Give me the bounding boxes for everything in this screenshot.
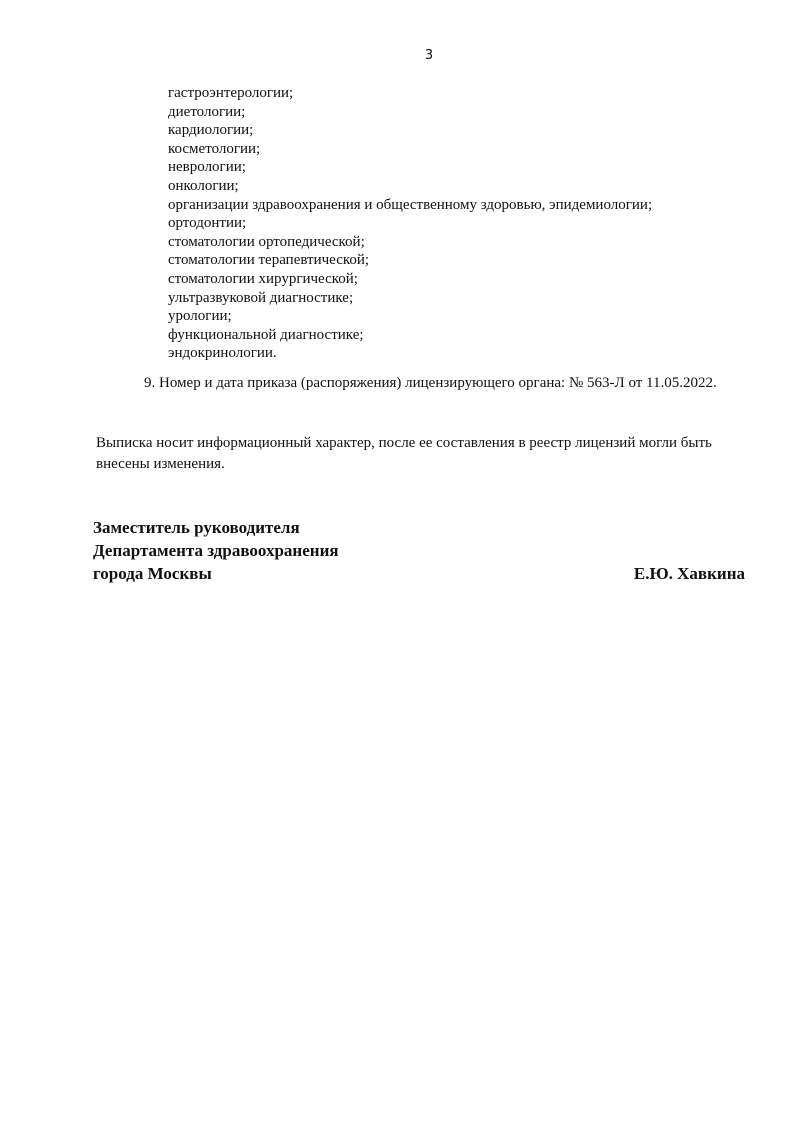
activity-item: кардиологии;	[168, 122, 254, 139]
signature-block	[93, 516, 745, 585]
order-info: 9. Номер и дата приказа (распоряжения) лицензирующего органа: № 563-Л от 11.05.2022.	[144, 375, 717, 391]
activity-item: эндокринологии.	[168, 345, 277, 362]
activity-item: ультразвуковой диагностике;	[168, 289, 354, 306]
activity-item: организации здравоохранения и общественному здоровью, эпидемиологии;	[168, 196, 653, 213]
page-number: 3	[424, 48, 434, 63]
activity-item: стоматологии терапевтической;	[168, 252, 370, 269]
activity-item: стоматологии хирургической;	[168, 270, 358, 287]
activity-item: диетологии;	[168, 103, 246, 120]
activity-item: функциональной диагностике;	[168, 326, 364, 343]
activity-item: урологии;	[168, 308, 232, 325]
activity-item: гастроэнтерологии;	[168, 85, 294, 101]
activity-item: косметологии;	[168, 140, 261, 157]
signatory-title-line-3: города Москвы	[93, 564, 212, 583]
activity-item: стоматологии ортопедической;	[168, 233, 365, 250]
licensed-activities-list	[168, 84, 652, 363]
activity-item: ортодонтии;	[168, 215, 247, 232]
activity-item: неврологии;	[168, 159, 246, 176]
signatory-title-line-1: Заместитель руководителя	[93, 518, 300, 537]
activity-item: онкологии;	[168, 177, 239, 194]
signatory-final-row	[93, 562, 745, 585]
signatory-name: Е.Ю. Хавкина	[633, 564, 745, 583]
signatory-title-line-2: Департамента здравоохранения	[93, 541, 339, 560]
notice-paragraph: Выписка носит информационный характер, после ее составления в реестр лицензий могли быть внесены изменения.	[96, 435, 712, 472]
